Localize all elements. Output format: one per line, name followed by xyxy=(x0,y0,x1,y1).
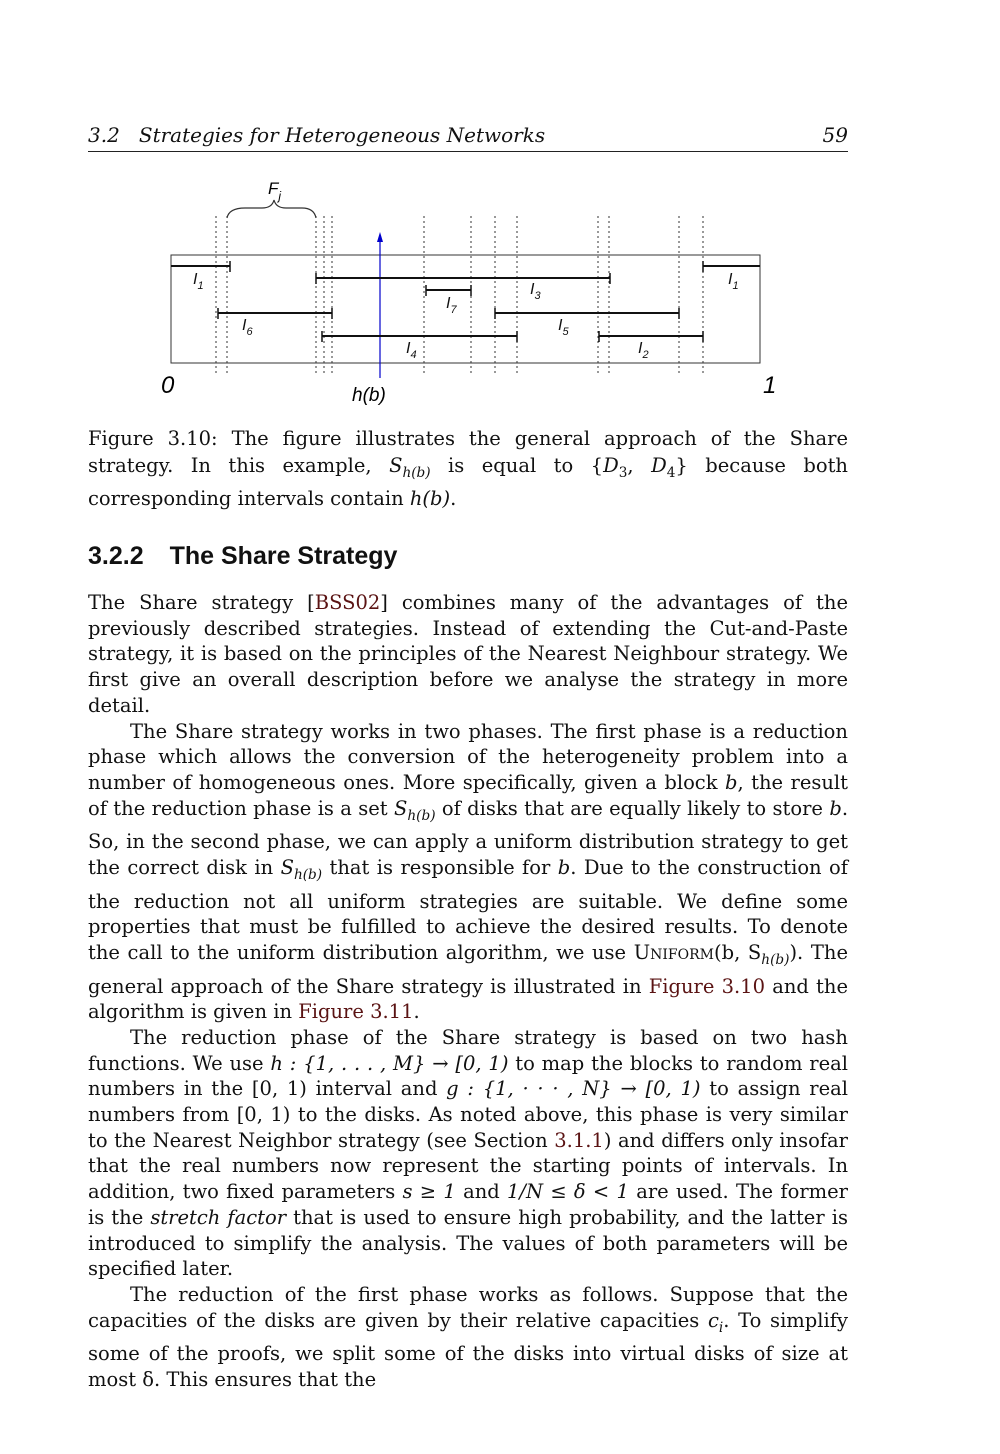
label-i7: $I_7$ xyxy=(446,295,457,316)
paragraph-4: The reduction of the first phase works as follows. Suppose that the capacities of the disks are given by their relative capacities $c_i$. To simplify some of the proofs, we split some of the disks into virtual disks of size at most δ. This ensures that the xyxy=(88,1282,848,1391)
label-i1-right: $I_1$ xyxy=(728,271,739,292)
figure-link-3-11[interactable]: Figure 3.11 xyxy=(298,1000,414,1024)
label-i1-left: $I_1$ xyxy=(193,271,204,292)
paragraph-2: The Share strategy works in two phases. The first phase is a reduction phase which allows the conversion of the heterogeneity problem into a number of homogeneous ones. More specifically, given a block b, the result of the reduction phase is a set $S_{h(b)}$ of disks that are equally likely to store b. So, in the second phase, we can apply a uniform distribution strategy to get the correct disk in $S_{h(b)}$ that is responsible for b. Due to the construction of the reduction not all uniform strategies are suitable. We define some properties that must be fulfilled to achieve the desired results. To denote the call to the uniform distribution algorithm, we use Uniform(b, $S_{h(b)}$). The general approach of the Share strategy is illustrated in Figure 3.10 and the algorithm is given in Figure 3.11. xyxy=(88,719,849,1024)
dotted-guides xyxy=(216,216,703,376)
body-text xyxy=(88,590,848,1393)
section-heading xyxy=(88,542,397,571)
label-one: 1 xyxy=(763,372,777,399)
label-i2: $I_2$ xyxy=(638,340,649,361)
section-title: The Share Strategy xyxy=(169,542,398,570)
label-i4: $I_4$ xyxy=(406,340,417,361)
interval-i1-left xyxy=(171,261,230,272)
label-fj: $F_j$ xyxy=(268,179,282,203)
paragraph-3: The reduction phase of the Share strategy is based on two hash functions. We use h : {1, . . . , M} → [0, 1) to map the blocks to random real numbers in the [0, 1) interval and g : {1, · · · , N} → [0, 1) to assign real numbers from [0, 1) to the disks. As noted above, this phase is very similar to the Nearest Neighbor strategy (see Section 3.1.1) and differs only insofar that the real numbers now represent the starting points of intervals. In addition, two fixed parameters s ≥ 1 and 1/N ≤ δ < 1 are used. The former is the stretch factor that is used to ensure high probability, and the latter is introduced to simplify the analysis. The values of both parameters will be specified later. xyxy=(88,1025,848,1281)
section-header: 3.2 Strategies for Heterogeneous Networks xyxy=(88,123,546,147)
interval-i3 xyxy=(316,273,610,284)
citation-link[interactable]: BSS02 xyxy=(314,591,381,614)
interval-i6 xyxy=(218,308,332,319)
paragraph-1: The Share strategy [BSS02] combines many of the advantages of the previously described strategies. Instead of extending the Cut-and-Paste strategy, it is based on the principles of the Nearest Neighbour strategy. We first give an overall description before we analyse the strategy in more detail. xyxy=(88,591,848,717)
figure-link-3-10[interactable]: Figure 3.10 xyxy=(648,974,765,998)
interval-i4 xyxy=(322,331,517,342)
label-zero: 0 xyxy=(161,372,175,399)
share-strategy-figure xyxy=(150,178,790,418)
brace xyxy=(227,200,316,218)
section-link-3-1-1[interactable]: 3.1.1 xyxy=(554,1128,604,1152)
interval-i5 xyxy=(495,308,679,319)
running-head xyxy=(88,121,848,152)
hb-marker-arrow xyxy=(377,232,383,242)
unit-interval-frame xyxy=(171,255,760,363)
label-i5: $I_5$ xyxy=(558,317,569,338)
label-i6: $I_6$ xyxy=(242,317,253,338)
figure-caption: Figure 3.10: The figure illustrates the general approach of the Share strategy. In this example, $S_{h(b)}$ is equal to {$D_3$, $D_4$} because both corresponding intervals contain h(b). xyxy=(88,427,848,510)
page-number: 59 xyxy=(822,123,848,147)
section-number: 3.2.2 xyxy=(88,542,144,570)
label-hb: h(b) xyxy=(352,385,386,406)
interval-i2 xyxy=(599,331,703,342)
label-i3: $I_3$ xyxy=(530,281,541,302)
